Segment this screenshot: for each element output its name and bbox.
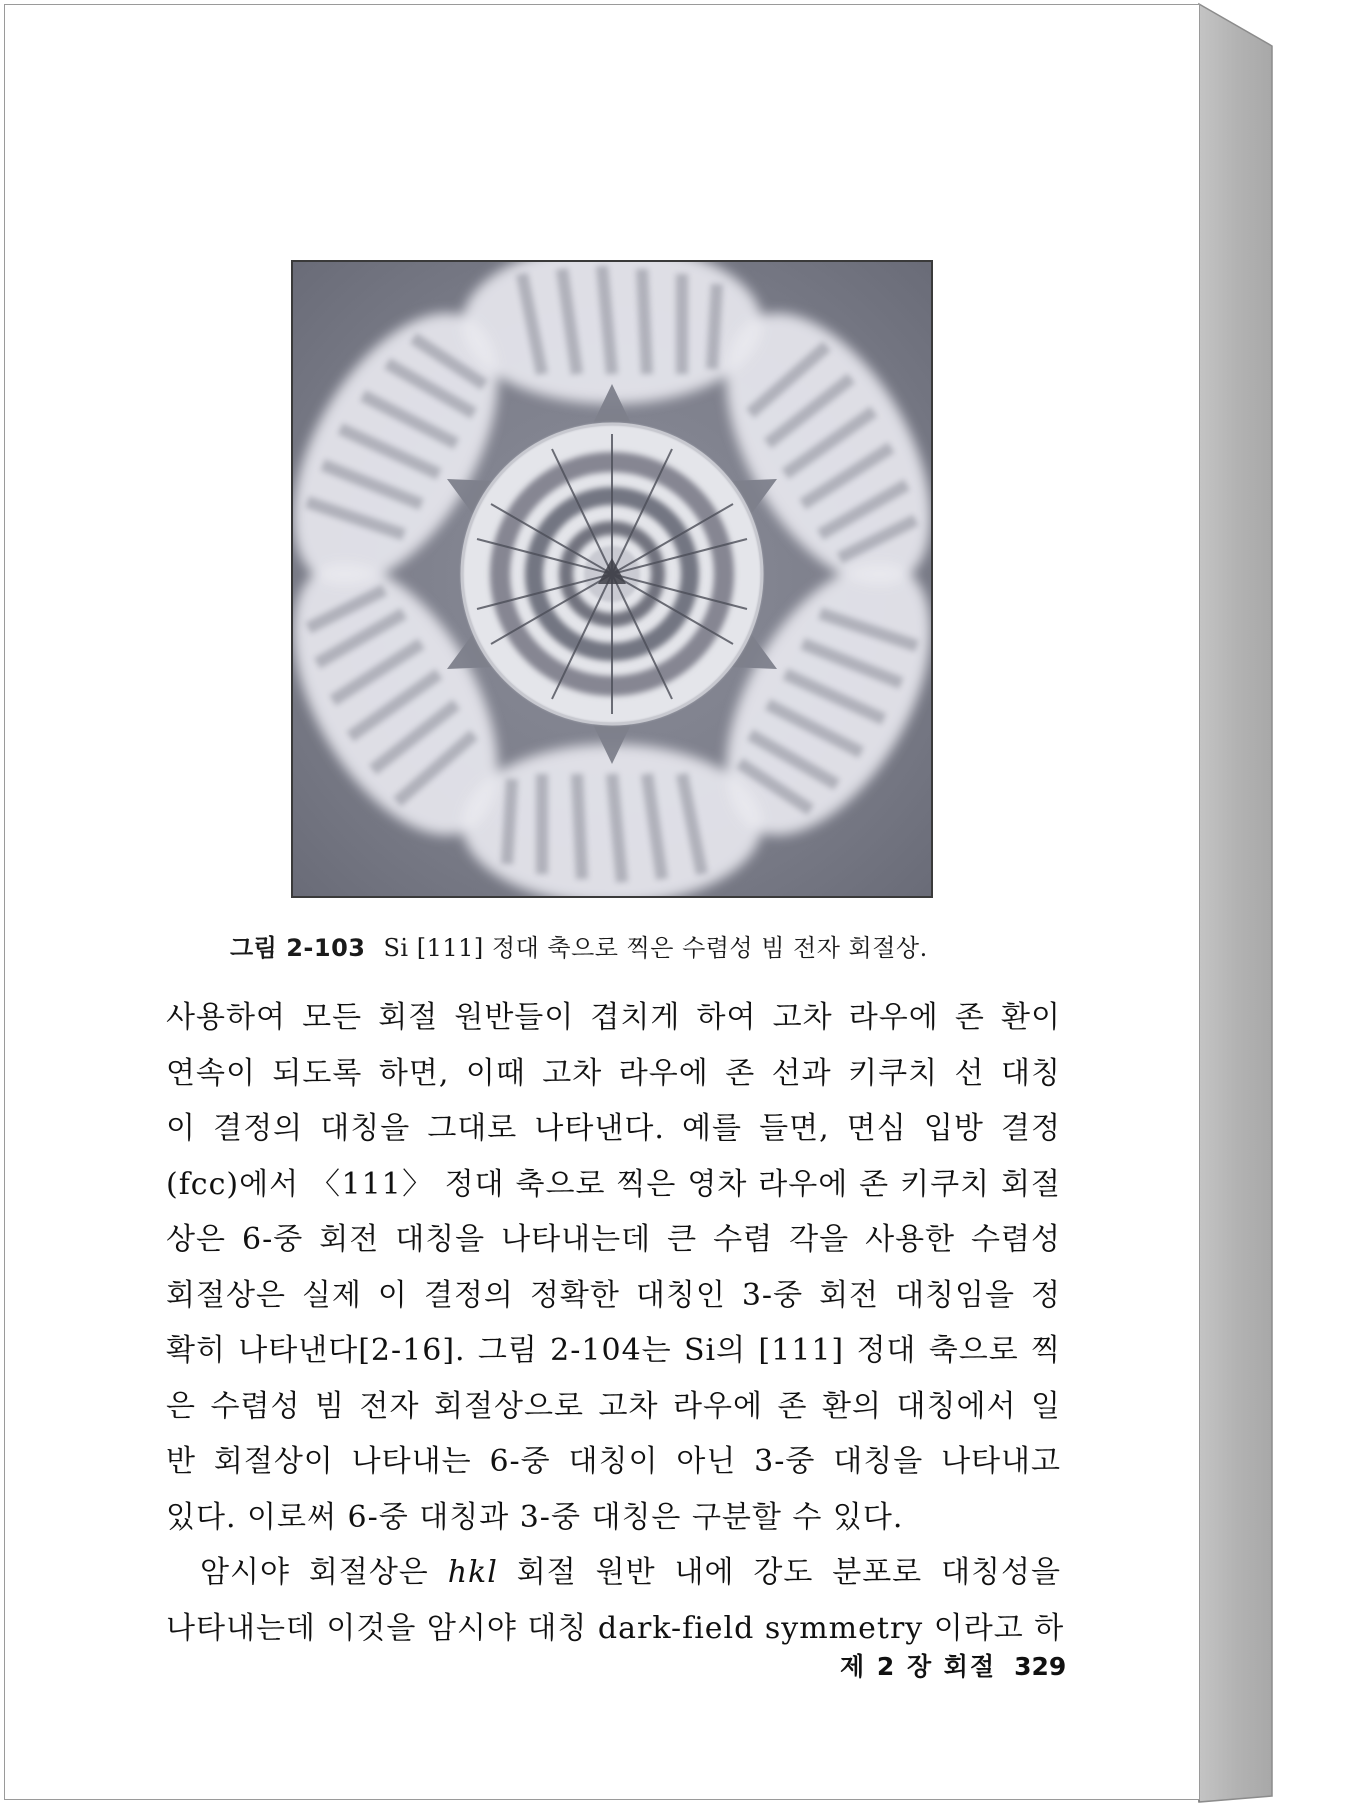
body-line: 연속이 되도록 하면, 이때 고차 라우에 존 선과 키쿠치 선 대칭: [166, 1055, 1061, 1091]
figure-number: 그림 2-103: [230, 934, 366, 962]
body-line: (fcc)에서 〈111〉 정대 축으로 찍은 영차 라우에 존 키쿠치 회절: [166, 1166, 1061, 1202]
page-footer: [840, 1647, 1066, 1683]
paragraph2-text: 회절 원반 내에 강도 분포로 대칭성을: [497, 1555, 1062, 1590]
paragraph2-line1: [166, 1545, 1061, 1601]
cbed-pattern-image: [291, 260, 933, 898]
body-text: [166, 990, 1065, 1656]
paragraph2-line2: 나타내는데 이것을 암시야 대칭 dark-field symmetry 이라고 하: [166, 1610, 1065, 1646]
body-line: 사용하여 모든 회절 원반들이 겹치게 하여 고차 라우에 존 환이: [166, 1000, 1061, 1035]
body-line: 이 결정의 대칭을 그대로 나타낸다. 예를 들면, 면심 입방 결정: [166, 1111, 1061, 1146]
hkl-italic: hkl: [447, 1555, 498, 1590]
paragraph2-text: 암시야 회절상은: [200, 1555, 448, 1590]
body-line: 상은 6-중 회전 대칭을 나타내는데 큰 수렴 각을 사용한 수렴성: [166, 1222, 1061, 1257]
body-line: 반 회절상이 나타내는 6-중 대칭이 아닌 3-중 대칭을 나타내고: [166, 1444, 1061, 1479]
chapter-title: 제 2 장 회절: [840, 1652, 997, 1681]
figure-caption-text: Si [111] 정대 축으로 찍은 수렴성 빔 전자 회절상.: [383, 934, 928, 962]
body-line: 확히 나타낸다[2-16]. 그림 2-104는 Si의 [111] 정대 축으로 찍: [166, 1333, 1061, 1368]
body-line: 회절상은 실제 이 결정의 정확한 대칭인 3-중 회전 대칭임을 정: [166, 1277, 1061, 1313]
page-number: 329: [1014, 1652, 1067, 1681]
body-line: 은 수렴성 빔 전자 회절상으로 고차 라우에 존 환의 대칭에서 일: [166, 1388, 1061, 1424]
figure-caption: [230, 928, 1010, 963]
body-line: 있다. 이로써 6-중 대칭과 3-중 대칭은 구분할 수 있다.: [166, 1499, 904, 1535]
